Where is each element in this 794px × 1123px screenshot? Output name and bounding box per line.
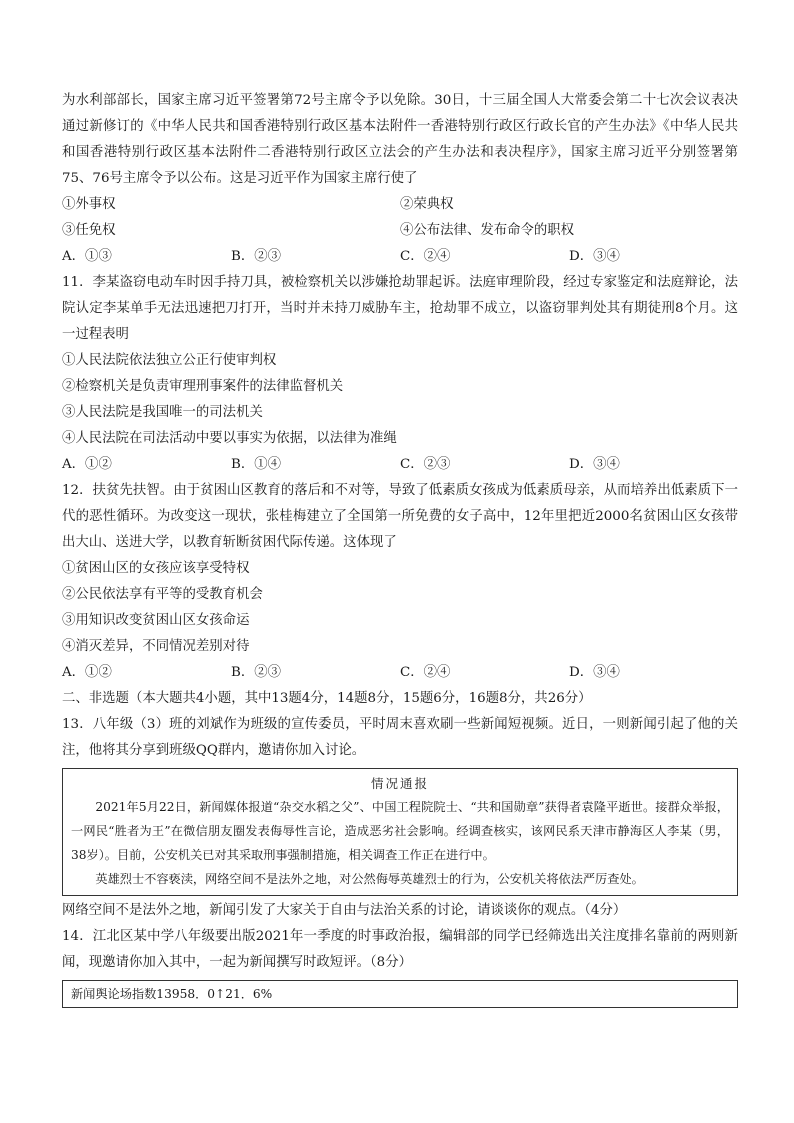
q11-choice-a: A．①②	[62, 457, 112, 472]
q11-choice-b: B．①④	[231, 457, 282, 472]
q11-stem: 11．李某盗窃电动车时因手持刀具，被检察机关以涉嫌抢劫罪起诉。法庭审理阶段，经过专家鉴定和法庭辩论，法院认定李某单手无法迅速把刀打开，当时并未持刀威胁车主，抢劫罪不成立，以盗窃罪判处其有期徒刑8个月。这一过程表明	[62, 275, 738, 342]
q10-choice-b: B．②③	[231, 249, 282, 264]
q11-choice-d: D．③④	[569, 457, 620, 472]
q10-option-3: ③任免权	[62, 223, 116, 238]
q12-option-3: ③用知识改变贫困山区女孩命运	[62, 613, 250, 628]
q11-option-2: ②检察机关是负责审理刑事案件的法律监督机关	[62, 379, 344, 394]
q10-option-2: ②荣典权	[400, 197, 454, 212]
exam-page	[62, 88, 738, 1008]
q10-choice-c: C．②④	[400, 249, 451, 264]
q11-choice-c: C．②③	[400, 457, 451, 472]
q12-option-4: ④消灭差异，不同情况差别对待	[62, 639, 250, 654]
bulletin-title: 情况通报	[370, 776, 429, 791]
news-index-box: 新闻舆论场指数13958．0↑21．6%	[62, 980, 738, 1008]
q10-choices	[62, 244, 738, 270]
q11-option-4: ④人民法院在司法活动中要以事实为依据，以法律为准绳	[62, 431, 397, 446]
q10-stem: 为水利部部长，国家主席习近平签署第72号主席令予以免除。30日，十三届全国人大常委会第二十七次会议表决通过新修订的《中华人民共和国香港特别行政区基本法附件一香港特别行政区行政长官的产生办法》《中华人民共和国香港特别行政区基本法附件二香港特别行政区立法会的产生办法和表决程序》，国家主席习近平分别签署第75、76号主席令予以公布。这是习近平作为国家主席行使了	[62, 93, 738, 186]
q10-choice-a: A．①③	[62, 249, 112, 264]
q13-question: 网络空间不是法外之地，新闻引发了大家关于自由与法治关系的讨论，请谈谈你的观点。（4分）	[62, 903, 627, 918]
q12-choice-d: D．③④	[569, 665, 620, 680]
q12-option-1: ①贫困山区的女孩应该享受特权	[62, 561, 250, 576]
q12-choice-c: C．②④	[400, 665, 451, 680]
q10-option-1: ①外事权	[62, 197, 116, 212]
news-bulletin-box	[62, 768, 738, 896]
q12-choice-b: B．②③	[231, 665, 282, 680]
q12-choice-a: A．①②	[62, 665, 112, 680]
q10-options-row1	[62, 192, 738, 218]
q11-option-1: ①人民法院依法独立公正行使审判权	[62, 353, 277, 368]
bulletin-paragraph-2: 英雄烈士不容亵渎，网络空间不是法外之地，对公然侮辱英雄烈士的行为，公安机关将依法严厉查处。	[95, 872, 644, 886]
q12-stem: 12．扶贫先扶智。由于贫困山区教育的落后和不对等，导致了低素质女孩成为低素质母亲，从而培养出低素质下一代的恶性循环。为改变这一现状，张桂梅建立了全国第一所免费的女子高中，12年里把近2000名贫困山区女孩带出大山、送进大学，以教育斩断贫困代际传递。这体现了	[62, 483, 738, 550]
q12-option-2: ②公民依法享有平等的受教育机会	[62, 587, 263, 602]
q14-stem: 14．江北区某中学八年级要出版2021年一季度的时事政治报，编辑部的同学已经筛选出关注度排名靠前的两则新闻，现邀请你加入其中，一起为新闻撰写时政短评。（8分）	[62, 929, 738, 970]
section-heading: 二、非选题（本大题共4小题，其中13题4分，14题8分，15题6分，16题8分，共26分）	[62, 691, 592, 706]
q10-options-row2	[62, 218, 738, 244]
q11-choices	[62, 452, 738, 478]
q13-stem: 13．八年级（3）班的刘斌作为班级的宣传委员，平时周末喜欢刷一些新闻短视频。近日，一则新闻引起了他的关注，他将其分享到班级QQ群内，邀请你加入讨论。	[62, 717, 738, 758]
q10-choice-d: D．③④	[569, 249, 620, 264]
q10-option-4: ④公布法律、发布命令的职权	[400, 223, 575, 238]
q11-option-3: ③人民法院是我国唯一的司法机关	[62, 405, 263, 420]
bulletin-paragraph-1: 2021年5月22日，新闻媒体报道“杂交水稻之父”、中国工程院院士、“共和国勋章”获得者袁隆平逝世。接群众举报，一网民“胜者为王”在微信朋友圈发表侮辱性言论，造成恶劣社会影响。经调查核实，该网民系天津市静海区人李某（男，38岁）。目前，公安机关已对其采取刑事强制措施，相关调查工作正在进行中。	[71, 800, 729, 862]
q12-choices	[62, 660, 738, 686]
